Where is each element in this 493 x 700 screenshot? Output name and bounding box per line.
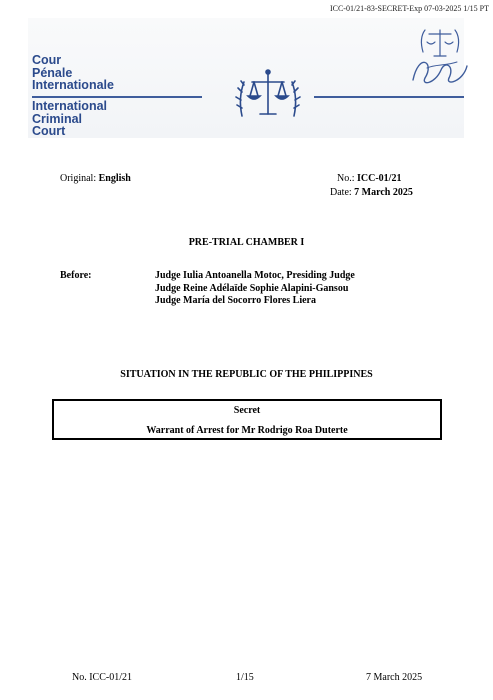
- chamber-title: PRE-TRIAL CHAMBER I: [188, 237, 305, 248]
- court-name-english: [32, 100, 107, 138]
- letterhead-rule-left: [32, 96, 202, 98]
- case-number-label: No.:: [337, 173, 355, 184]
- document-reference-header: ICC-01/21-83-SECRET-Exp 07-03-2025 1/15 PT: [329, 4, 489, 13]
- date-value: 7 March 2025: [354, 187, 413, 198]
- original-label: Original:: [60, 173, 97, 184]
- footer-page-number: 1/15: [236, 672, 254, 683]
- court-name-line: Court: [32, 124, 66, 138]
- document-date: [330, 187, 413, 198]
- footer-date: 7 March 2025: [366, 672, 423, 683]
- court-name-line: Criminal: [32, 111, 83, 126]
- judges-list: [155, 270, 355, 308]
- court-name-line: International: [32, 99, 108, 113]
- court-name-line: Pénale: [32, 65, 73, 80]
- original-value: English: [98, 173, 131, 184]
- case-number-value: ICC-01/21: [357, 173, 402, 184]
- signature-seal-icon: [405, 22, 475, 92]
- bench-label: Before:: [60, 270, 92, 281]
- original-language: [60, 173, 131, 184]
- situation-title: SITUATION IN THE REPUBLIC OF THE PHILIPPINES: [120, 369, 373, 380]
- document-title: Warrant of Arrest for Mr Rodrigo Roa Duterte: [146, 425, 348, 436]
- footer-case-number: No. ICC-01/21: [72, 672, 132, 683]
- judge-name: Judge Reine Adélaïde Sophie Alapini-Gansou: [155, 282, 349, 294]
- court-name-french: [32, 54, 114, 92]
- icc-letterhead: [28, 18, 464, 138]
- court-name-line: Internationale: [32, 78, 114, 92]
- classification-label: Secret: [233, 405, 261, 416]
- judge-name: Judge María del Socorro Flores Liera: [155, 295, 316, 306]
- judge-name: Judge Iulia Antoanella Motoc, Presiding Judge: [155, 270, 355, 281]
- letterhead-rule-right: [314, 96, 464, 98]
- date-label: Date:: [330, 187, 352, 198]
- document-title-box: [52, 399, 442, 440]
- icc-emblem-icon: [228, 58, 308, 138]
- court-name-line: Cour: [32, 53, 62, 67]
- case-number: [337, 173, 401, 184]
